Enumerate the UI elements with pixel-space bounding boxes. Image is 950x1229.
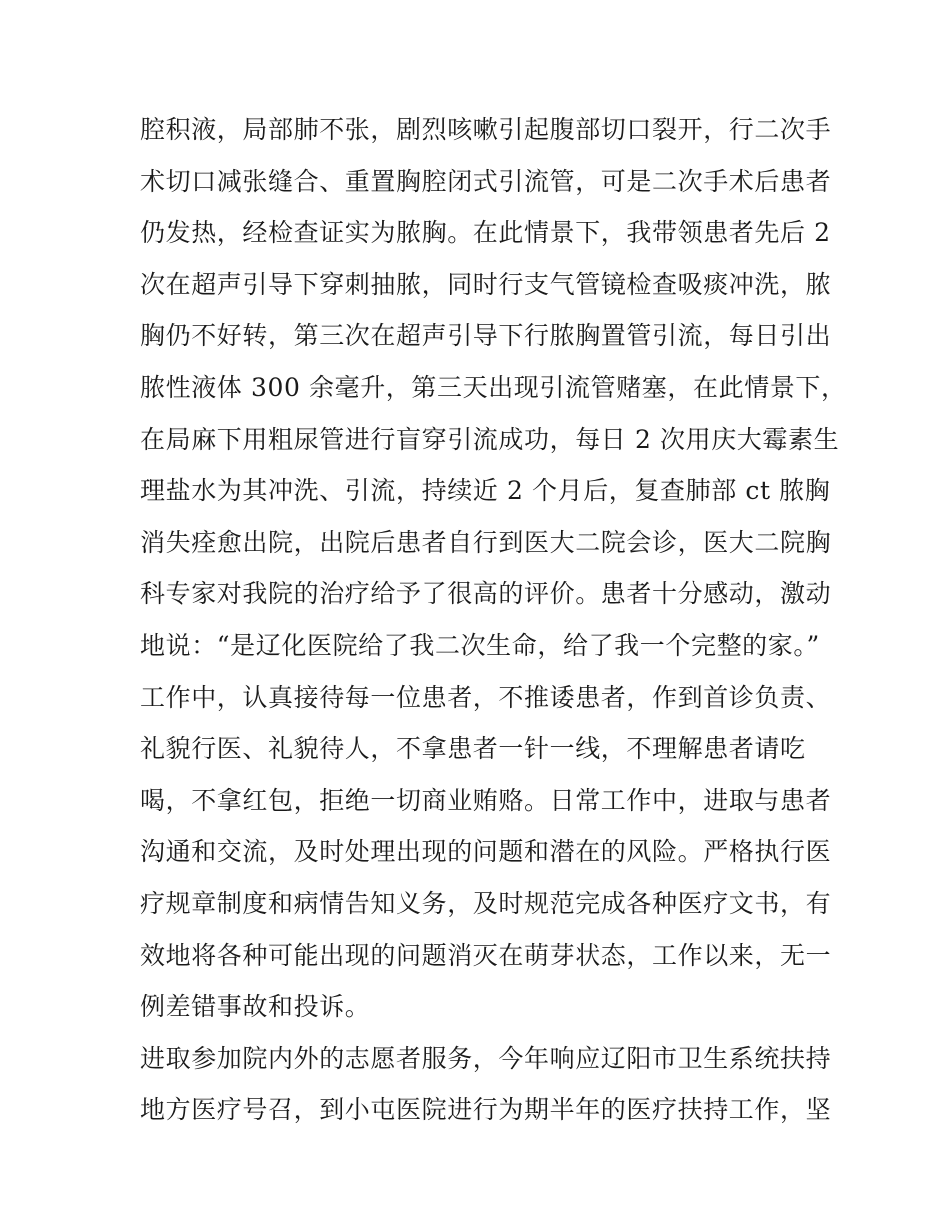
text-line: 沟通和交流，及时处理出现的问题和潜在的风险。严格执行医 <box>140 837 832 867</box>
text-line: 腔积液，局部肺不张，剧烈咳嗽引起腹部切口裂开，行二次手 <box>140 115 832 144</box>
text-line: 进取参加院内外的志愿者服务，今年响应辽阳市卫生系统扶持 <box>140 1043 832 1073</box>
text-line: 喝，不拿红包，拒绝一切商业贿赂。日常工作中，进取与患者 <box>140 785 832 815</box>
text-line: 地说：“是辽化医院给了我二次生命，给了我一个完整的家。” <box>140 630 820 660</box>
text-line: 例差错事故和投诉。 <box>140 992 371 1022</box>
text-line: 疗规章制度和病情告知义务，及时规范完成各种医疗文书，有 <box>140 888 832 918</box>
text-line: 胸仍不好转，第三次在超声引导下行脓胸置管引流，每日引出 <box>140 321 832 351</box>
text-line: 工作中，认真接待每一位患者，不推诿患者，作到首诊负责、 <box>140 682 832 712</box>
text-line: 术切口减张缝合、重置胸腔闭式引流管，可是二次手术后患者 <box>140 166 832 196</box>
text-line: 仍发热，经检查证实为脓胸。在此情景下，我带领患者先后 2 <box>140 218 831 248</box>
text-line: 效地将各种可能出现的问题消灭在萌芽状态，工作以来，无一 <box>140 940 832 970</box>
text-line: 科专家对我院的治疗给予了很高的评价。患者十分感动，激动 <box>140 579 832 609</box>
text-line: 在局麻下用粗尿管进行盲穿引流成功，每日 2 次用庆大霉素生 <box>140 424 840 454</box>
text-line: 脓性液体 300 余毫升，第三天出现引流管赌塞，在此情景下， <box>140 372 847 402</box>
text-line: 消失痊愈出院，出院后患者自行到医大二院会诊，医大二院胸 <box>140 527 832 557</box>
text-line: 礼貌行医、礼貌待人，不拿患者一针一线，不理解患者请吃 <box>140 734 806 764</box>
text-line: 理盐水为其冲洗、引流，持续近 2 个月后，复查肺部 ct 脓胸 <box>140 476 831 506</box>
body-text <box>140 104 847 1136</box>
text-line: 次在超声引导下穿刺抽脓，同时行支气管镜检查吸痰冲洗，脓 <box>140 269 832 299</box>
text-line: 地方医疗号召，到小屯医院进行为期半年的医疗扶持工作，坚 <box>140 1095 832 1125</box>
